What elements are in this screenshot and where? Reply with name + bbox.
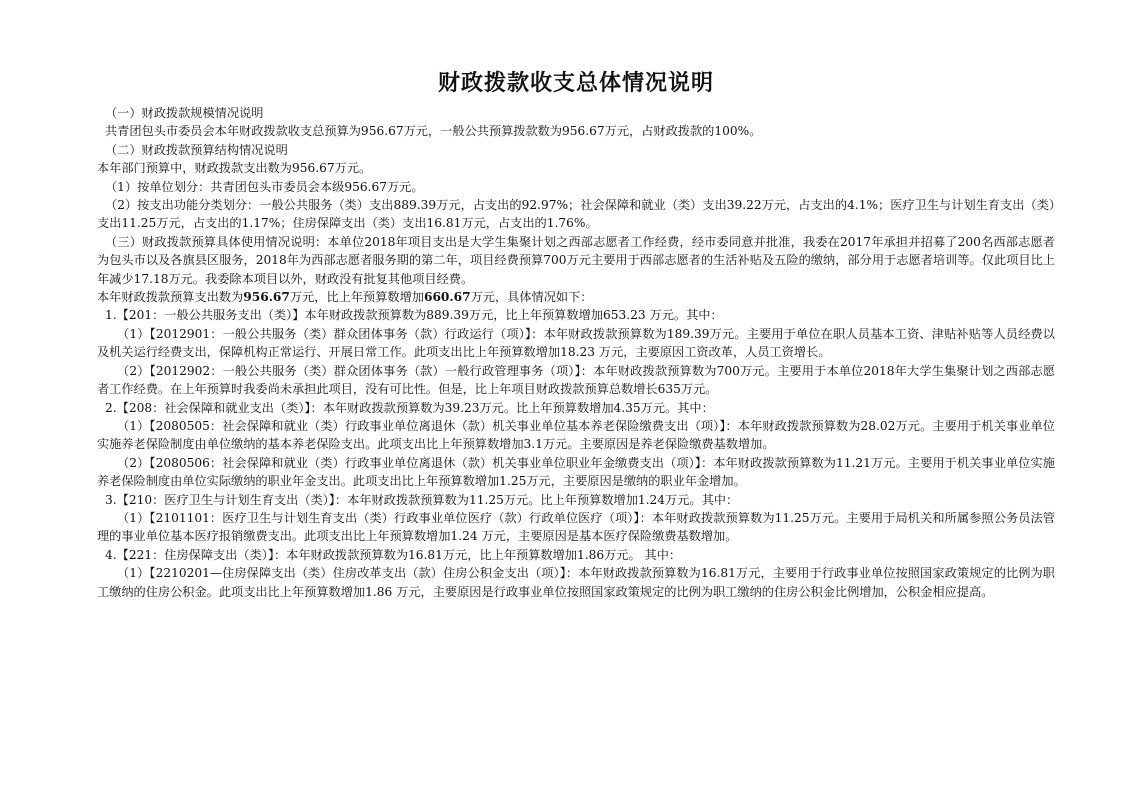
item-2012901: （1）【2012901：一般公共服务（类）群众团体事务（款）行政运行（项）】：本年财政拨款预算数为189.39万元。主要用于单位在职人员基本工资、津贴补贴等人员经费以及机关运行经费支出，保障机构正常运行、开展日常工作。此项支出比上年预算数增加18.23 万元，主要原因工资改革，人员工资增长。 <box>97 326 1055 360</box>
paragraph-total-expenditure: 本年部门预算中，财政拨款支出数为956.67万元。 <box>97 161 372 176</box>
item-2080505: （1）【2080505：社会保障和就业（类）行政事业单位离退休（款）机关事业单位基本养老保险缴费支出（项）】：本年财政拨款预算数为28.02万元。主要用于机关事业单位实施养老保险制度由单位缴纳的基本养老保险支出。此项支出比上年预算数增加3.1万元。主要原因是养老保险缴费基数增加。 <box>97 418 1055 452</box>
item-221-heading: 4.【221：住房保障支出（类）】：本年财政拨款预算数为16.81万元，比上年预算数增加1.86万元。 其中： <box>105 547 682 562</box>
item-2080506: （2）【2080506：社会保障和就业（类）行政事业单位离退休（款）机关事业单位职业年金缴费支出（项）】：本年财政拨款预算数为11.21万元。主要用于机关事业单位实施养老保险制度由单位实际缴纳的职业年金支出。此项支出比上年预算数增加1.25万元，主要原因是缴纳的职业年金增加。 <box>97 455 1055 489</box>
item-2012902: （2）【2012902：一般公共服务（类）群众团体事务（款）一般行政管理事务（项）】：本年财政拨款预算数为700万元。主要用于本单位2018年大学生集聚计划之西部志愿者工作经费。在上年预算时我委尚未承担此项目，没有可比性。但是，比上年项目财政拨款预算总数增长635万元。 <box>97 363 1055 397</box>
item-208-heading: 2.【208：社会保障和就业支出（类）】：本年财政拨款预算数为39.23万元。比上年预算数增加4.35万元。其中： <box>105 400 714 415</box>
document <box>97 68 1055 601</box>
paragraph-budget-increase <box>97 288 1055 306</box>
section-heading-scale: （一）财政拨款规模情况说明 <box>105 106 264 120</box>
item-201-heading: 1.【201：一般公共服务支出（类）】本年财政拨款预算数为889.39万元，比上年预算数增加653.23 万元。其中： <box>105 308 723 323</box>
budget-increase-text-post: 万元，具体情况如下： <box>470 290 593 305</box>
section-heading-structure: （二）财政拨款预算结构情况说明 <box>105 142 288 157</box>
item-2210201: （1）【2210201—住房保障支出（类）住房改革支出（款）住房公积金支出（项）】：本年财政拨款预算数为16.81万元，主要用于行政事业单位按照国家政策规定的比例为职工缴纳的住房公积金。此项支出比上年预算数增加1.86 万元，主要原因是行政事业单位按照国家政策规定的比例为职工缴纳的住房公积金比例增加，公积金相应提高。 <box>97 566 1055 599</box>
budget-increase-value: 660.67 <box>423 290 471 305</box>
paragraph-by-function: （2）按支出功能分类划分：一般公共服务（类）支出889.39万元，占支出的92.97%；社会保障和就业（类）支出39.22万元，占支出的4.1%；医疗卫生与计划生育支出（类）支出11.25万元，占支出的1.17%；住房保障支出（类）支出16.81万元，占支出的1.76%。 <box>97 198 1055 231</box>
budget-increase-text-pre: 本年财政拨款预算支出数为 <box>97 290 244 305</box>
budget-increase-text-mid: 万元，比上年预算数增加 <box>289 290 424 305</box>
budget-total-value: 956.67 <box>243 290 290 305</box>
paragraph-scale-summary: 共青团包头市委员会本年财政拨款收支总预算为956.67万元，一般公共预算拨款数为956.67万元，占财政拨款的100%。 <box>105 124 762 139</box>
item-2101101: （1）【2101101：医疗卫生与计划生育支出（类）行政事业单位医疗（款）行政单位医疗（项）】：本年财政拨款预算数为11.25万元。主要用于局机关和所属参照公务员法管理的事业单位基本医疗报销缴费支出。此项支出比上年预算数增加1.24 万元，主要原因是基本医疗保险缴费基数增加。 <box>97 510 1055 544</box>
paragraph-by-unit: （1）按单位划分：共青团包头市委员会本级956.67万元。 <box>105 179 424 194</box>
item-210-heading: 3.【210：医疗卫生与计划生育支出（类）】：本年财政拨款预算数为11.25万元。比上年预算数增加1.24万元。其中： <box>105 492 739 507</box>
page-title: 财政拨款收支总体情况说明 <box>437 70 714 96</box>
paragraph-usage-details: （三）财政拨款预算具体使用情况说明：本单位2018年项目支出是大学生集聚计划之西部志愿者工作经费，经市委同意并批准，我委在2017年承担并招募了200名西部志愿者为包头市以及各旗县区服务，2018年为西部志愿者服务期的第二年，项目经费预算700万元主要用于西部志愿者的生活补贴及五险的缴纳，部分用于志愿者培训等。仅此项目比上年减少17.18万元。我委除本项目以外，财政没有批复其他项目经费。 <box>97 234 1055 286</box>
